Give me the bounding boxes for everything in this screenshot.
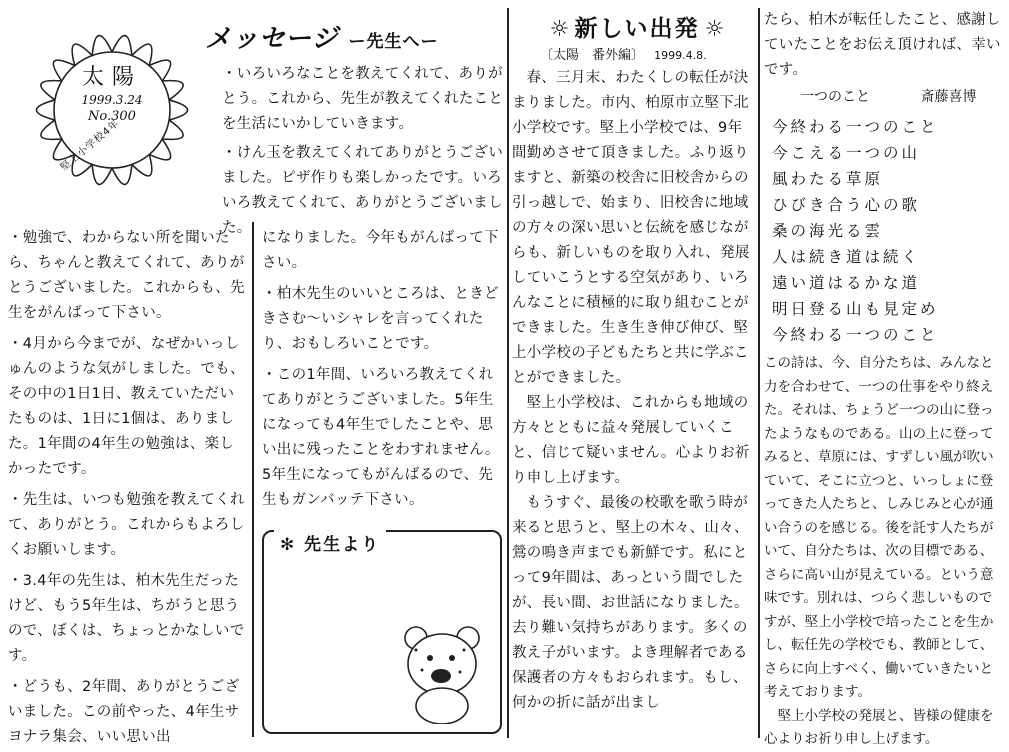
masthead-date: 1999.3.24 bbox=[81, 93, 143, 107]
new-start-date: 1999.4.8. bbox=[654, 49, 707, 62]
message-item: ・いろいろなことを教えてくれて、ありがとう。これから、先生が教えてくれたことを生活にいかしていきます。 bbox=[222, 66, 504, 132]
poem-line: 今終わる一つのこと bbox=[772, 326, 939, 344]
sun-icon: ☼ bbox=[704, 17, 725, 42]
message-item: ・柏木先生のいいところは、ときどきさむ～いシャレを言ってくれたり、おもしろいことです。 bbox=[262, 286, 499, 352]
column-divider bbox=[252, 222, 254, 737]
teacher-message-box bbox=[262, 530, 502, 734]
teacher-box-title: 先生より bbox=[304, 535, 381, 555]
poem-line: 人は続き道は続く bbox=[772, 248, 921, 266]
sun-icon: ☼ bbox=[549, 17, 570, 42]
messages-title-row bbox=[205, 18, 439, 55]
messages-title: メッセージ bbox=[205, 24, 339, 54]
body-paragraph: もうすぐ、最後の校歌を歌う時が来ると思うと、堅上の木々、山々、鶯の鳴き声までも新鮮です。私にとって9年間は、あっという間でしたが、長い間、お世話になりました。去り難い気持ちがあります。多くの教え子がいます。よき理解者である保護者の方々もおられます。もし、何かの折に話が出まし bbox=[512, 495, 749, 711]
messages-col-2 bbox=[262, 226, 504, 513]
message-item: ・けん玉を教えてくれてありがとうございました。ピザ作りも楽しかったです。いろいろ教えてくれて、ありがとうございました。 bbox=[222, 145, 504, 236]
body-paragraph: 堅上小学校は、これからも地域の方々とともに益々発展していくこと、信じて疑いません。心よりお祈り申し上げます。 bbox=[512, 395, 750, 486]
message-item: になりました。今年もがんばって下さい。 bbox=[262, 230, 499, 271]
closing-paragraph: 堅上小学校の発展と、皆様の健康を心よりお祈り申し上げます。 bbox=[764, 707, 994, 747]
message-item: ・どうも、2年間、ありがとうございました。この前やった、4年生サヨナラ集会、いい思い出 bbox=[8, 679, 240, 745]
messages-subtitle: ー先生へー bbox=[348, 32, 439, 52]
new-start-title: 新しい出発 bbox=[574, 16, 700, 42]
flower-icon: ✻ bbox=[280, 535, 297, 555]
poem-line: 今こえる一つの山 bbox=[772, 144, 921, 162]
body-paragraph: たら、柏木が転任したこと、感謝していたことをお伝え頂ければ、幸いです。 bbox=[764, 12, 1001, 78]
new-start-col-3 bbox=[764, 8, 1004, 83]
messages-col-1 bbox=[8, 226, 246, 750]
message-item: ・先生は、いつも勉強を教えてくれて、ありがとう。これからもよろしくお願いします。 bbox=[8, 492, 245, 558]
masthead-number: No.300 bbox=[88, 109, 136, 124]
poem-line: 遠い道はるかな道 bbox=[772, 274, 921, 292]
section-divider bbox=[507, 8, 509, 738]
message-item: ・勉強で、わからない所を聞いたら、ちゃんと教えてくれて、ありがとうございました。これからも、先生をがんばって下さい。 bbox=[8, 230, 245, 321]
poem-line: 今終わる一つのこと bbox=[772, 118, 939, 136]
closing-paragraph: この詩は、今、自分たちは、みんなと力を合わせて、一つの仕事をやり終えた。それは、ちょうど一つの山に登ったようなものである。山の上に登ってみると、草原には、すずしい風が吹いていて、そこに立つと、いっしょに登ってきた人たちと、しみじみと心が通い合うのを感じる。後を託す人たちがいて、自分たちは、次の目標である、さらに高い山が見えている。という意味です。別れは、つらく悲しいものですが、堅上小学校で培ったことを生かし、転任先の学校でも、教師として、さらに向上すべく、働いていきたいと考えております。 bbox=[764, 355, 994, 700]
poem-author: 斎藤喜博 bbox=[920, 89, 977, 105]
poem-line: 明日登る山も見定め bbox=[772, 300, 939, 318]
new-start-subhead: 〔太陽 番外編〕 bbox=[540, 48, 645, 63]
poem bbox=[772, 114, 1002, 348]
masthead-name: 太陽 bbox=[81, 65, 142, 90]
masthead-sun bbox=[12, 10, 212, 210]
poem-header bbox=[800, 86, 1000, 106]
sun-ray bbox=[169, 100, 187, 120]
poem-line: ひびき合う心の歌 bbox=[772, 196, 921, 214]
message-item: ・4月から今までが、なぜかいっしゅんのような気がしました。でも、その中の1日1日、教えていただいたものは、1日に1個は、ありました。1年間の4年生の勉強は、楽しかったです。 bbox=[8, 336, 245, 477]
poem-line: 桑の海光る雲 bbox=[772, 222, 884, 240]
messages-top bbox=[222, 62, 504, 241]
poem-line: 風わたる草原 bbox=[772, 170, 884, 188]
sun-ray bbox=[36, 100, 54, 120]
closing-text bbox=[764, 352, 1004, 752]
new-start-body bbox=[512, 66, 752, 716]
bear-illustration bbox=[394, 620, 490, 724]
message-item: ・3.4年の先生は、柏木先生だったけど、もう5年生は、ちがうと思うので、ぼくは、ちょっとかなしいです。 bbox=[8, 573, 245, 664]
masthead-school: 堅上小学校4年 bbox=[58, 117, 122, 174]
new-start-header bbox=[514, 10, 760, 43]
column-divider bbox=[758, 8, 760, 738]
body-paragraph: 春、三月末、わたくしの転任が決まりました。市内、柏原市立堅下北小学校です。堅上小学校では、9年間勤めさせて頂きました。ふり返りますと、新築の校舎に旧校舎からの引っ越しで、始まり、旧校舎に地域の方々の深い思いと伝統を感じながらも、新しいものを取り入れ、発展していこうとする空気があり、いろんなことに積極的に取り組むことができました。生き生き伸び伸び、堅上小学校の子どもたちと共に学ぶことができました。 bbox=[512, 70, 750, 386]
message-item: ・この1年間、いろいろ教えてくれてありがとうございました。5年生になっても4年生でしたことや、思い出に残ったことをわすれません。5年生になってもがんばるので、先生もガンバッテ下さい。 bbox=[262, 367, 500, 508]
poem-title: 一つのこと bbox=[800, 89, 870, 105]
new-start-meta bbox=[540, 44, 760, 63]
